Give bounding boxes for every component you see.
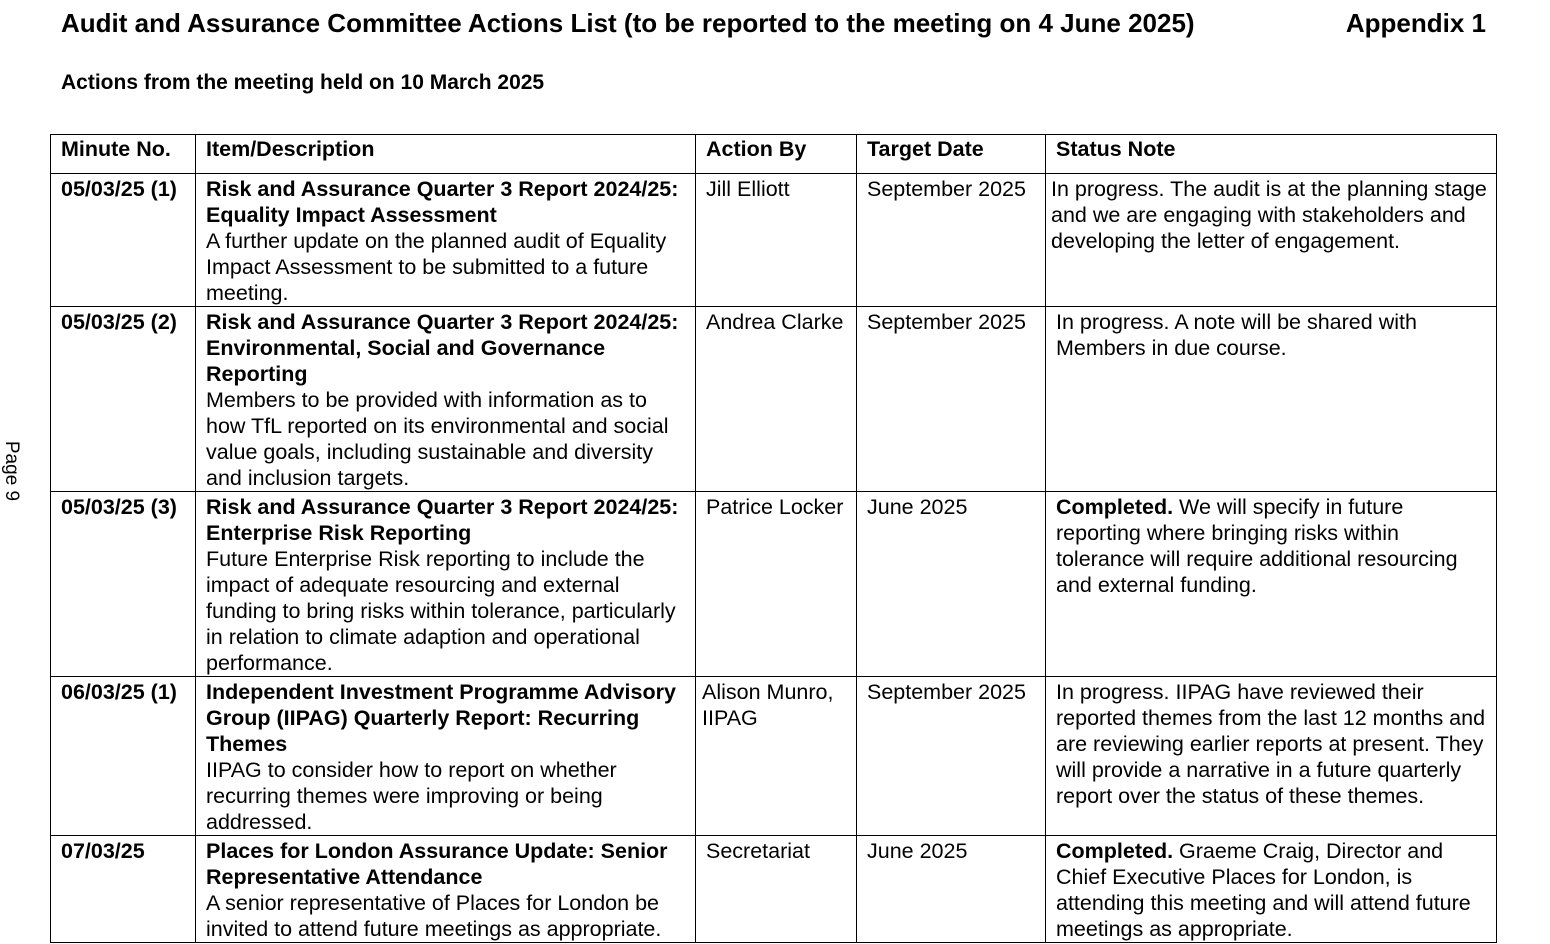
item-cell [196, 836, 696, 943]
minute-cell: 05/03/25 (3) [51, 492, 196, 677]
appendix-label: Appendix 1 [1345, 8, 1486, 38]
status-lead: Completed. [1056, 839, 1174, 863]
item-cell [196, 307, 696, 492]
item-title: Risk and Assurance Quarter 3 Report 2024/25: Equality Impact Assessment [206, 177, 679, 227]
status-text: In progress. The audit is at the planning stage and we are engaging with stakeholders and developing the letter of engagement. [1051, 177, 1487, 253]
target-date-cell: September 2025 [857, 174, 1046, 307]
target-date-cell: June 2025 [857, 836, 1046, 943]
item-cell [196, 174, 696, 307]
actions-table [50, 134, 1497, 943]
status-cell [1046, 174, 1497, 307]
action-by-cell: Andrea Clarke [696, 307, 857, 492]
status-cell [1046, 307, 1497, 492]
column-header-status: Status Note [1046, 135, 1497, 174]
table-row [51, 307, 1497, 492]
minute-cell: 05/03/25 (2) [51, 307, 196, 492]
status-text: We will specify in future reporting where bringing risks within tolerance will require additional resourcing and external funding. [1056, 495, 1458, 597]
minute-cell: 07/03/25 [51, 836, 196, 943]
table-header-row [51, 135, 1497, 174]
column-header-action-by: Action By [696, 135, 857, 174]
minute-cell: 06/03/25 (1) [51, 677, 196, 836]
table-row [51, 836, 1497, 943]
action-by-cell: Jill Elliott [696, 174, 857, 307]
table-row [51, 174, 1497, 307]
meeting-subtitle: Actions from the meeting held on 10 March 2025 [61, 71, 545, 94]
status-text: Graeme Craig, Director and Chief Executive Places for London, is attending this meeting and will attend future meetings as appropriate. [1056, 839, 1471, 941]
item-description: A senior representative of Places for London be invited to attend future meetings as appropriate. [206, 891, 662, 941]
item-description: A further update on the planned audit of Equality Impact Assessment to be submitted to a future meeting. [206, 229, 667, 305]
item-title: Risk and Assurance Quarter 3 Report 2024/25: Environmental, Social and Governance Reporting [206, 310, 679, 386]
status-lead: Completed. [1056, 495, 1174, 519]
action-by-cell: Alison Munro, IIPAG [696, 677, 857, 836]
document-title: Audit and Assurance Committee Actions List (to be reported to the meeting on 4 June 2025) [61, 8, 1195, 38]
status-text: In progress. A note will be shared with Members in due course. [1056, 310, 1417, 360]
status-cell [1046, 836, 1497, 943]
action-by-cell: Secretariat [696, 836, 857, 943]
item-cell [196, 492, 696, 677]
item-title: Places for London Assurance Update: Senior Representative Attendance [206, 839, 668, 889]
target-date-cell: September 2025 [857, 307, 1046, 492]
table-row [51, 492, 1497, 677]
status-cell [1046, 677, 1497, 836]
column-header-item: Item/Description [196, 135, 696, 174]
status-text: In progress. IIPAG have reviewed their reported themes from the last 12 months and are reviewing earlier reports at present. They will provide a narrative in a future quarterly report over the status of these themes. [1056, 680, 1486, 808]
status-cell [1046, 492, 1497, 677]
item-description: Future Enterprise Risk reporting to include the impact of adequate resourcing and external funding to bring risks within tolerance, particularly in relation to climate adaption and operational performance. [206, 547, 676, 675]
item-description: Members to be provided with information as to how TfL reported on its environmental and social value goals, including sustainable and diversity and inclusion targets. [206, 388, 669, 490]
table-row [51, 677, 1497, 836]
item-title: Risk and Assurance Quarter 3 Report 2024/25: Enterprise Risk Reporting [206, 495, 679, 545]
page-number-label: Page 9 [1, 440, 23, 502]
column-header-minute: Minute No. [51, 135, 196, 174]
action-by-cell: Patrice Locker [696, 492, 857, 677]
item-cell [196, 677, 696, 836]
minute-cell: 05/03/25 (1) [51, 174, 196, 307]
column-header-target-date: Target Date [857, 135, 1046, 174]
target-date-cell: September 2025 [857, 677, 1046, 836]
item-title: Independent Investment Programme Advisory Group (IIPAG) Quarterly Report: Recurring Themes [206, 680, 676, 756]
target-date-cell: June 2025 [857, 492, 1046, 677]
item-description: IIPAG to consider how to report on whether recurring themes were improving or being addressed. [206, 758, 617, 834]
